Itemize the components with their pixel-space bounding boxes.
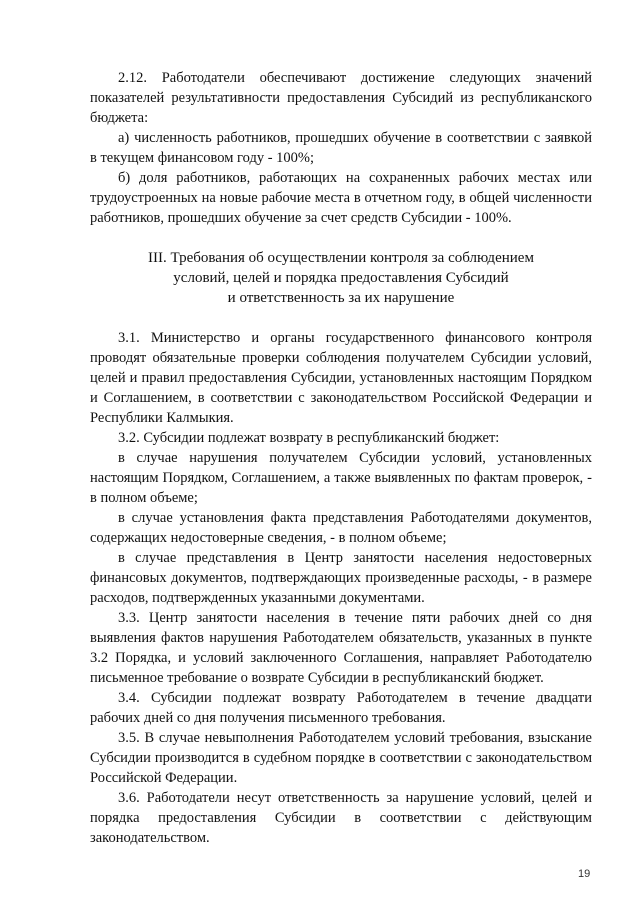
section-title-iii xyxy=(90,248,592,308)
paragraph-3-3: 3.3. Центр занятости населения в течение пяти рабочих дней со дня выявления фактов нарушения Работодателем обязательств, указанных в пункте 3.2 Порядка, и условий заключенного Соглашения, направляет Работодателю письменное требование о возврате Субсидии в республиканский бюджет. xyxy=(90,610,592,686)
paragraph-3-2-case-1: в случае нарушения получателем Субсидии условий, установленных настоящим Порядком, Соглашением, а также выявленных по фактам проверок, - в полном объеме; xyxy=(90,450,592,506)
section-title-line-3: и ответственность за их нарушение xyxy=(227,290,455,306)
section-title-line-1: III. Требования об осуществлении контроля за соблюдением xyxy=(148,250,534,266)
document-body xyxy=(90,68,592,848)
paragraph-3-2-case-3: в случае представления в Центр занятости населения недостоверных финансовых документов, подтверждающих произведенные расходы, - в размере расходов, подтвержденных указанными документами. xyxy=(90,550,592,606)
paragraph-3-1: 3.1. Министерство и органы государственного финансового контроля проводят обязательные проверки соблюдения получателем Субсидии условий, целей и правил предоставления Субсидии, установленных настоящим Порядком и Соглашением, в соответствии с законодательством Российской Федерации и Республики Калмыкия. xyxy=(90,330,592,426)
paragraph-3-4: 3.4. Субсидии подлежат возврату Работодателем в течение двадцати рабочих дней со дня получения письменного требования. xyxy=(90,690,592,726)
paragraph-3-2: 3.2. Субсидии подлежат возврату в республиканский бюджет: xyxy=(118,430,500,446)
section-title-line-2: условий, целей и порядка предоставления Субсидий xyxy=(173,270,509,286)
paragraph-2-12: 2.12. Работодатели обеспечивают достижение следующих значений показателей результативности предоставления Субсидий из республиканского бюджета: xyxy=(90,70,592,126)
page-number: 19 xyxy=(578,868,591,880)
paragraph-2-12-a: а) численность работников, прошедших обучение в соответствии с заявкой в текущем финансовом году - 100%; xyxy=(90,130,592,166)
paragraph-2-12-b: б) доля работников, работающих на сохраненных рабочих местах или трудоустроенных на новые рабочие места в отчетном году, в общей численности работников, прошедших обучение за счет средств Субсидии - 100%. xyxy=(90,170,592,226)
paragraph-3-6: 3.6. Работодатели несут ответственность за нарушение условий, целей и порядка предоставления Субсидии в соответствии с действующим законодательством. xyxy=(90,790,592,846)
paragraph-3-5: 3.5. В случае невыполнения Работодателем условий требования, взыскание Субсидии производится в судебном порядке в соответствии с законодательством Российской Федерации. xyxy=(90,730,592,786)
paragraph-3-2-case-2: в случае установления факта представления Работодателями документов, содержащих недостоверные сведения, - в полном объеме; xyxy=(90,510,592,546)
